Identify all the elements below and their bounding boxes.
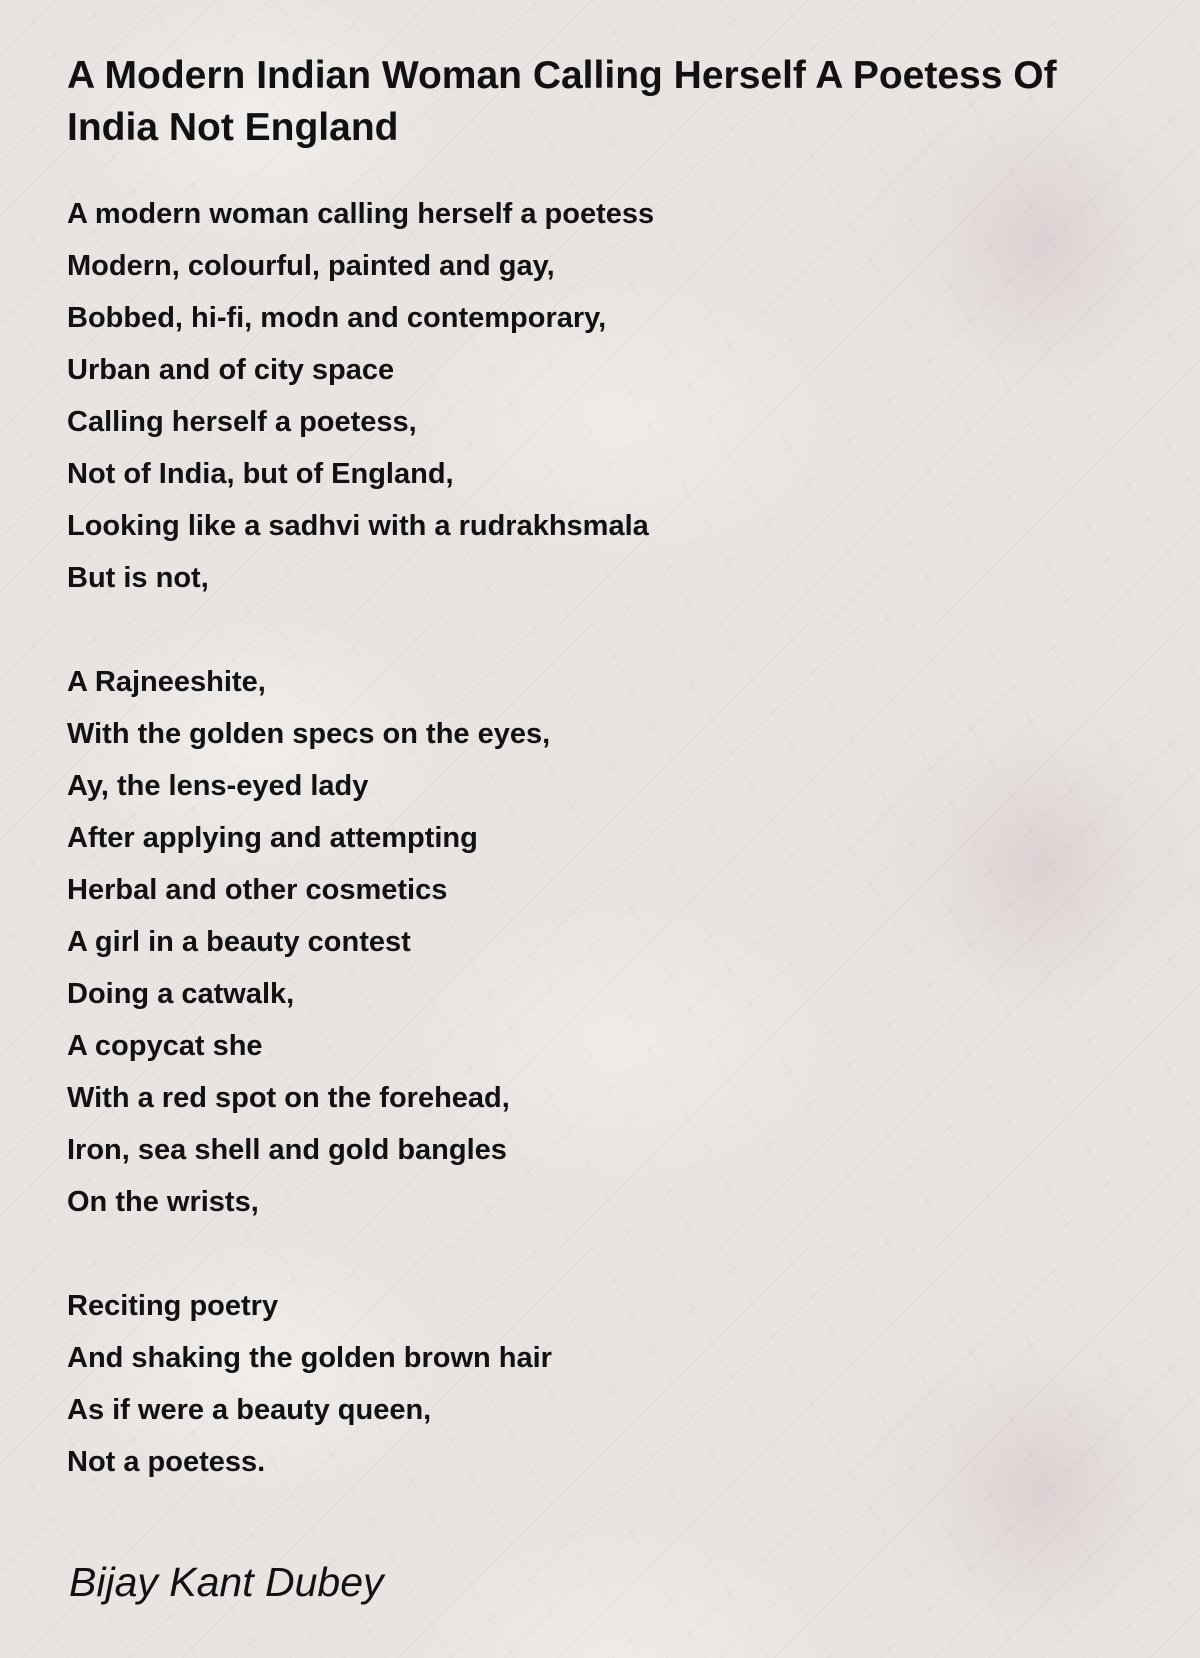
poem-line: Not a poetess. — [67, 1446, 266, 1478]
poem-line: Calling herself a poetess, — [67, 406, 417, 438]
poem-line: Reciting poetry — [67, 1290, 279, 1322]
poem-line: A Rajneeshite, — [67, 666, 266, 698]
poem-line: On the wrists, — [67, 1186, 259, 1218]
poem-line: Modern, colourful, painted and gay, — [67, 250, 555, 282]
poem-line: With a red spot on the forehead, — [67, 1082, 510, 1114]
poem-line: As if were a beauty queen, — [67, 1394, 432, 1426]
poem-line: Doing a catwalk, — [67, 978, 295, 1010]
poem-line: But is not, — [67, 562, 209, 594]
poem-card — [67, 50, 1147, 1488]
poem-line: With the golden specs on the eyes, — [67, 718, 551, 750]
stanza-3 — [67, 1280, 1147, 1488]
stanza-2 — [67, 656, 1147, 1228]
poem-body — [67, 188, 1147, 1488]
poem-title: A Modern Indian Woman Calling Herself A Poetess Of India Not England — [67, 54, 1057, 149]
poem-author: Bijay Kant Dubey — [69, 1559, 384, 1605]
stanza-1 — [67, 188, 1147, 604]
poem-line: Looking like a sadhvi with a rudrakhsmala — [67, 510, 649, 542]
poem-line: Not of India, but of England, — [67, 458, 454, 490]
poem-line: A copycat she — [67, 1030, 263, 1062]
poem-line: Ay, the lens-eyed lady — [67, 770, 369, 802]
poem-line: Bobbed, hi-fi, modn and contemporary, — [67, 302, 607, 334]
poem-line: A girl in a beauty contest — [67, 926, 411, 958]
poem-line: And shaking the golden brown hair — [67, 1342, 552, 1374]
poem-line: Herbal and other cosmetics — [67, 874, 448, 906]
poem-line: After applying and attempting — [67, 822, 478, 854]
poem-line: Iron, sea shell and gold bangles — [67, 1134, 507, 1166]
poem-line: Urban and of city space — [67, 354, 395, 386]
poem-line: A modern woman calling herself a poetess — [67, 198, 655, 230]
